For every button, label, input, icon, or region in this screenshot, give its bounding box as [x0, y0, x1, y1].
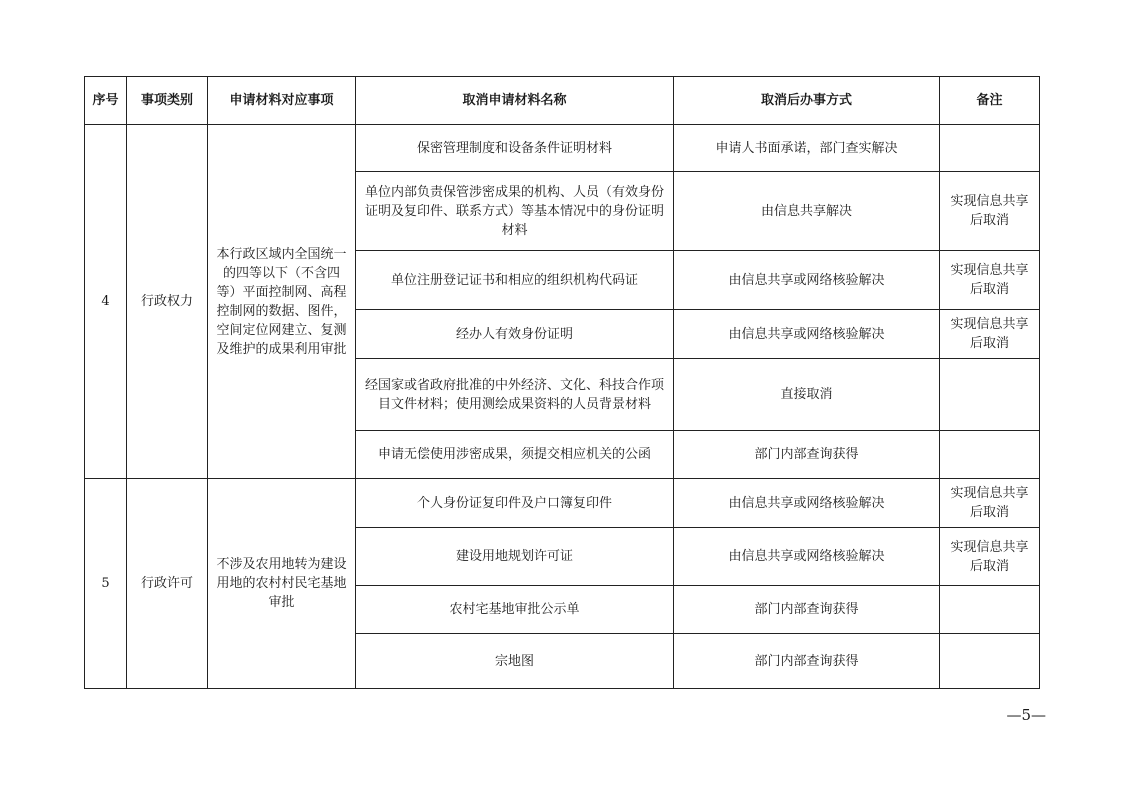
table-row [85, 125, 1040, 172]
material-cell: 申请无偿使用涉密成果，须提交相应机关的公函 [356, 431, 674, 479]
material-cell: 农村宅基地审批公示单 [356, 586, 674, 634]
material-cell: 单位内部负责保管涉密成果的机构、人员（有效身份证明及复印件、联系方式）等基本情况中的身份证明材料 [356, 172, 674, 251]
material-cell: 宗地图 [356, 634, 674, 689]
category-cell: 行政权力 [127, 125, 208, 479]
header-note: 备注 [940, 77, 1040, 125]
note-cell [940, 359, 1040, 431]
item-cell: 不涉及农用地转为建设用地的农村村民宅基地审批 [208, 479, 356, 689]
table-row [85, 479, 1040, 528]
method-cell: 申请人书面承诺，部门查实解决 [674, 125, 940, 172]
item-cell: 本行政区域内全国统一的四等以下（不含四等）平面控制网、高程控制网的数据、图件，空间定位网建立、复测及维护的成果利用审批 [208, 125, 356, 479]
note-cell: 实现信息共享后取消 [940, 251, 1040, 310]
category-cell: 行政许可 [127, 479, 208, 689]
material-cell: 经国家或省政府批准的中外经济、文化、科技合作项目文件材料；使用测绘成果资料的人员背景材料 [356, 359, 674, 431]
material-cell: 保密管理制度和设备条件证明材料 [356, 125, 674, 172]
method-cell: 由信息共享解决 [674, 172, 940, 251]
method-cell: 部门内部查询获得 [674, 586, 940, 634]
method-cell: 部门内部查询获得 [674, 634, 940, 689]
header-material: 取消申请材料名称 [356, 77, 674, 125]
note-cell [940, 586, 1040, 634]
method-cell: 由信息共享或网络核验解决 [674, 310, 940, 359]
header-category: 事项类别 [127, 77, 208, 125]
method-cell: 由信息共享或网络核验解决 [674, 479, 940, 528]
method-cell: 由信息共享或网络核验解决 [674, 528, 940, 586]
material-cell: 单位注册登记证书和相应的组织机构代码证 [356, 251, 674, 310]
header-item: 申请材料对应事项 [208, 77, 356, 125]
header-seq: 序号 [85, 77, 127, 125]
material-cell: 建设用地规划许可证 [356, 528, 674, 586]
method-cell: 直接取消 [674, 359, 940, 431]
header-row [85, 77, 1040, 125]
material-cell: 经办人有效身份证明 [356, 310, 674, 359]
method-cell: 部门内部查询获得 [674, 431, 940, 479]
header-method: 取消后办事方式 [674, 77, 940, 125]
material-cell: 个人身份证复印件及户口簿复印件 [356, 479, 674, 528]
note-cell: 实现信息共享后取消 [940, 479, 1040, 528]
note-cell [940, 634, 1040, 689]
seq-cell: 4 [85, 125, 127, 479]
materials-table [84, 76, 1040, 689]
note-cell: 实现信息共享后取消 [940, 172, 1040, 251]
note-cell [940, 125, 1040, 172]
note-cell: 实现信息共享后取消 [940, 310, 1040, 359]
seq-cell: 5 [85, 479, 127, 689]
note-cell [940, 431, 1040, 479]
page-number: —5— [1006, 706, 1046, 724]
note-cell: 实现信息共享后取消 [940, 528, 1040, 586]
method-cell: 由信息共享或网络核验解决 [674, 251, 940, 310]
